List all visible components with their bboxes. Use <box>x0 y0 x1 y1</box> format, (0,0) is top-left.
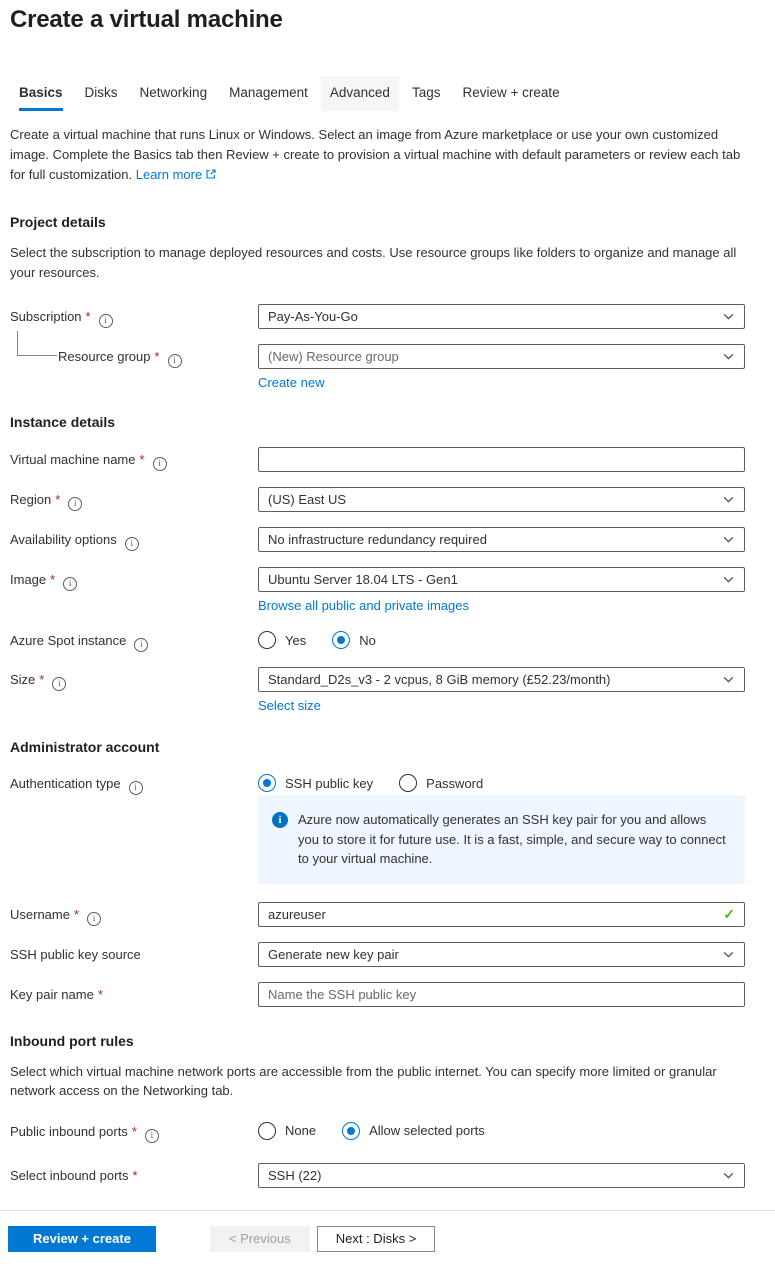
label-text: Size <box>10 672 36 688</box>
availability-options-row <box>10 527 745 552</box>
required-marker: * <box>154 349 160 365</box>
availability-options-label <box>10 527 258 551</box>
radio-checked-icon <box>332 631 350 649</box>
chevron-down-icon <box>722 493 735 506</box>
size-dropdown[interactable] <box>258 667 745 692</box>
label-text: SSH public key source <box>10 946 141 962</box>
tab-review-create[interactable]: Review + create <box>462 85 560 100</box>
resource-group-row <box>10 344 745 390</box>
required-marker: * <box>139 452 145 468</box>
image-dropdown[interactable] <box>258 567 745 592</box>
tab-tags[interactable]: Tags <box>411 85 441 100</box>
auth-password-radio[interactable] <box>399 774 483 792</box>
select-size-link[interactable]: Select size <box>258 698 321 714</box>
chevron-down-icon <box>722 1169 735 1182</box>
radio-label: Password <box>426 775 484 791</box>
availability-options-dropdown[interactable] <box>258 527 745 552</box>
info-icon[interactable]: i <box>68 497 82 511</box>
label-text: Image <box>10 572 47 588</box>
info-icon[interactable]: i <box>125 537 139 551</box>
subscription-row <box>10 304 745 329</box>
ports-none-radio[interactable] <box>258 1122 316 1140</box>
label-text: Azure Spot instance <box>10 633 127 649</box>
vm-name-row <box>10 447 745 472</box>
info-icon[interactable]: i <box>52 677 66 691</box>
username-row <box>10 902 745 927</box>
required-marker: * <box>73 906 80 922</box>
tab-management[interactable]: Management <box>229 85 308 100</box>
info-icon[interactable]: i <box>134 638 148 652</box>
previous-button[interactable]: < Previous <box>210 1226 310 1252</box>
resource-group-value: (New) Resource group <box>268 349 399 365</box>
info-icon[interactable]: i <box>129 781 143 795</box>
image-row <box>10 567 745 613</box>
project-details-description: Select the subscription to manage deployed resources and costs. Use resource groups like folders to organize and manage all your resources. <box>10 245 737 280</box>
inbound-port-rules-description: Select which virtual machine network ports are accessible from the public internet. You can specify more limited or granular network access on the Networking tab. <box>10 1063 717 1099</box>
region-row <box>10 487 745 512</box>
radio-icon <box>399 774 417 792</box>
public-inbound-ports-radio-group <box>258 1119 745 1140</box>
next-disks-button[interactable]: Next : Disks > <box>317 1226 436 1252</box>
size-row <box>10 667 745 713</box>
ssh-key-source-dropdown[interactable] <box>258 942 745 967</box>
select-inbound-ports-row <box>10 1163 745 1188</box>
vm-name-input[interactable] <box>268 448 735 471</box>
public-inbound-ports-label <box>10 1119 258 1143</box>
tree-connector-line <box>17 331 57 356</box>
ssh-info-text: Azure now automatically generates an SSH key pair for you and allows you to store it for future use. It is a fast, simple, and secure way to connect to your virtual machine. <box>298 812 726 867</box>
info-icon[interactable]: i <box>145 1129 159 1143</box>
radio-label: No <box>359 632 376 648</box>
chevron-down-icon <box>722 948 735 961</box>
tab-bar <box>10 76 745 111</box>
radio-icon <box>258 631 276 649</box>
label-text: Resource group <box>58 349 151 365</box>
authentication-type-label <box>10 771 258 795</box>
key-pair-name-label <box>10 982 258 1004</box>
azure-spot-label <box>10 628 258 652</box>
intro-text <box>10 125 745 186</box>
username-textbox <box>258 902 745 927</box>
label-text: Select inbound ports <box>10 1167 129 1183</box>
spot-no-radio[interactable] <box>332 631 376 649</box>
ports-allow-selected-radio[interactable] <box>342 1122 485 1140</box>
radio-label: SSH public key <box>285 775 374 791</box>
basics-form <box>10 304 745 1187</box>
ssh-key-source-value: Generate new key pair <box>268 946 399 962</box>
browse-images-link[interactable]: Browse all public and private images <box>258 598 469 614</box>
label-text: Key pair name <box>10 986 94 1002</box>
size-value: Standard_D2s_v3 - 2 vcpus, 8 GiB memory (£52.23/month) <box>268 672 611 688</box>
auth-ssh-radio[interactable] <box>258 774 373 792</box>
info-icon[interactable]: i <box>153 457 167 471</box>
public-inbound-ports-row <box>10 1119 745 1143</box>
required-marker: * <box>131 1123 137 1139</box>
key-pair-name-input[interactable] <box>268 983 735 1006</box>
valid-check-icon: ✓ <box>723 905 735 922</box>
azure-spot-row <box>10 628 745 652</box>
vm-name-label <box>10 447 258 471</box>
image-value: Ubuntu Server 18.04 LTS - Gen1 <box>268 572 458 588</box>
subscription-value: Pay-As-You-Go <box>268 309 358 325</box>
chevron-down-icon <box>722 573 735 586</box>
section-inbound-port-rules: Inbound port rules <box>10 1032 134 1049</box>
external-link-icon <box>205 168 217 183</box>
username-input[interactable] <box>268 903 715 926</box>
username-label <box>10 902 258 926</box>
required-marker: * <box>85 309 91 325</box>
radio-label: Allow selected ports <box>369 1123 485 1139</box>
key-pair-name-textbox <box>258 982 745 1007</box>
radio-label: Yes <box>285 632 307 648</box>
resource-group-dropdown[interactable] <box>258 344 745 369</box>
ssh-key-source-label <box>10 942 258 964</box>
select-inbound-ports-value: SSH (22) <box>268 1167 322 1183</box>
label-text: Public inbound ports <box>10 1123 128 1139</box>
review-create-button[interactable]: Review + create <box>8 1226 156 1252</box>
info-icon[interactable]: i <box>99 314 113 328</box>
required-marker: * <box>132 1167 138 1183</box>
label-text: Username <box>10 906 70 922</box>
info-icon[interactable]: i <box>168 354 182 368</box>
tab-disks[interactable]: Disks <box>84 85 118 100</box>
required-marker: * <box>39 672 45 688</box>
region-label <box>10 487 258 511</box>
required-marker: * <box>55 492 61 508</box>
size-label <box>10 667 258 691</box>
region-dropdown[interactable] <box>258 487 745 512</box>
section-instance-details: Instance details <box>10 414 116 431</box>
section-administrator-account: Administrator account <box>10 739 160 756</box>
chevron-down-icon <box>722 673 735 686</box>
image-label <box>10 567 258 591</box>
chevron-down-icon <box>722 310 735 323</box>
ssh-key-source-row <box>10 942 745 967</box>
spot-yes-radio[interactable] <box>258 631 306 649</box>
radio-icon <box>258 1122 276 1140</box>
vm-name-textbox <box>258 447 745 472</box>
label-text: Region <box>10 492 52 508</box>
select-inbound-ports-label <box>10 1163 258 1185</box>
tab-advanced[interactable]: Advanced <box>321 76 399 111</box>
label-text: Authentication type <box>10 776 121 792</box>
radio-checked-icon <box>342 1122 360 1140</box>
required-marker: * <box>50 572 56 588</box>
required-marker: * <box>97 986 103 1002</box>
section-project-details: Project details <box>10 214 106 231</box>
label-text: Subscription <box>10 309 82 325</box>
authentication-type-row <box>10 771 745 884</box>
subscription-dropdown[interactable] <box>258 304 745 329</box>
create-new-link[interactable]: Create new <box>258 375 325 391</box>
radio-label: None <box>285 1123 317 1139</box>
label-text: Virtual machine name <box>10 452 136 468</box>
info-icon[interactable]: i <box>63 577 77 591</box>
availability-options-value: No infrastructure redundancy required <box>268 532 487 548</box>
tab-networking[interactable]: Networking <box>139 85 208 100</box>
info-filled-icon: i <box>272 812 288 828</box>
info-icon[interactable]: i <box>87 912 101 926</box>
wizard-footer <box>0 1210 775 1270</box>
intro-description: Create a virtual machine that runs Linux or Windows. Select an image from Azure marketplace or use your own customized image. Complete the Basics tab then Review + create to provision a virtual machine with default parameters or review each tab for full customization. <box>10 127 741 183</box>
select-inbound-ports-dropdown[interactable] <box>258 1163 745 1188</box>
chevron-down-icon <box>722 533 735 546</box>
subscription-label <box>10 304 258 328</box>
region-value: (US) East US <box>268 492 347 508</box>
label-text: Availability options <box>10 532 117 548</box>
ssh-info-banner <box>258 795 745 884</box>
chevron-down-icon <box>722 350 735 363</box>
tab-basics[interactable]: Basics <box>10 76 72 111</box>
azure-spot-radio-group <box>258 628 745 649</box>
page-title: Create a virtual machine <box>10 6 283 33</box>
authentication-type-radio-group <box>258 771 745 792</box>
key-pair-name-row <box>10 982 745 1007</box>
learn-more-link[interactable]: Learn more <box>135 167 203 183</box>
radio-checked-icon <box>258 774 276 792</box>
